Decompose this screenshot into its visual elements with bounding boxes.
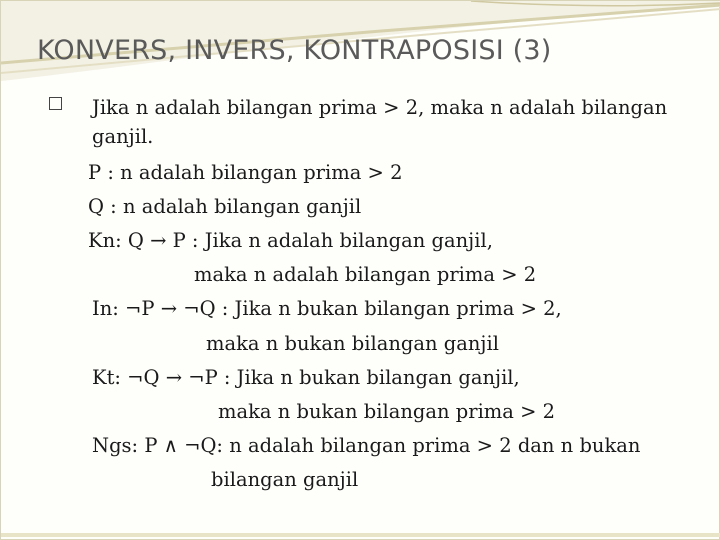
text-line: maka n bukan bilangan prima > 2 xyxy=(218,400,556,423)
bottom-rule xyxy=(1,533,720,537)
slide-title: KONVERS, INVERS, KONTRAPOSISI (3) xyxy=(37,35,552,66)
bullet-icon xyxy=(49,97,62,110)
text-line: Kn: Q → P : Jika n adalah bilangan ganjil, xyxy=(88,229,493,252)
text-line: maka n adalah bilangan prima > 2 xyxy=(194,263,537,286)
text-line: Ngs: P ∧ ¬Q: n adalah bilangan prima > 2 dan n bukan xyxy=(92,434,641,457)
text-line: maka n bukan bilangan ganjil xyxy=(206,332,499,355)
text-line: ganjil. xyxy=(92,125,154,148)
text-line: P : n adalah bilangan prima > 2 xyxy=(88,161,403,184)
text-line: Q : n adalah bilangan ganjil xyxy=(88,195,362,218)
text-line: bilangan ganjil xyxy=(211,468,359,491)
text-line: Jika n adalah bilangan prima > 2, maka n adalah bilangan xyxy=(92,96,668,119)
text-line: Kt: ¬Q → ¬P : Jika n bukan bilangan ganjil, xyxy=(92,366,520,389)
text-line: In: ¬P → ¬Q : Jika n bukan bilangan prima > 2, xyxy=(92,297,562,320)
